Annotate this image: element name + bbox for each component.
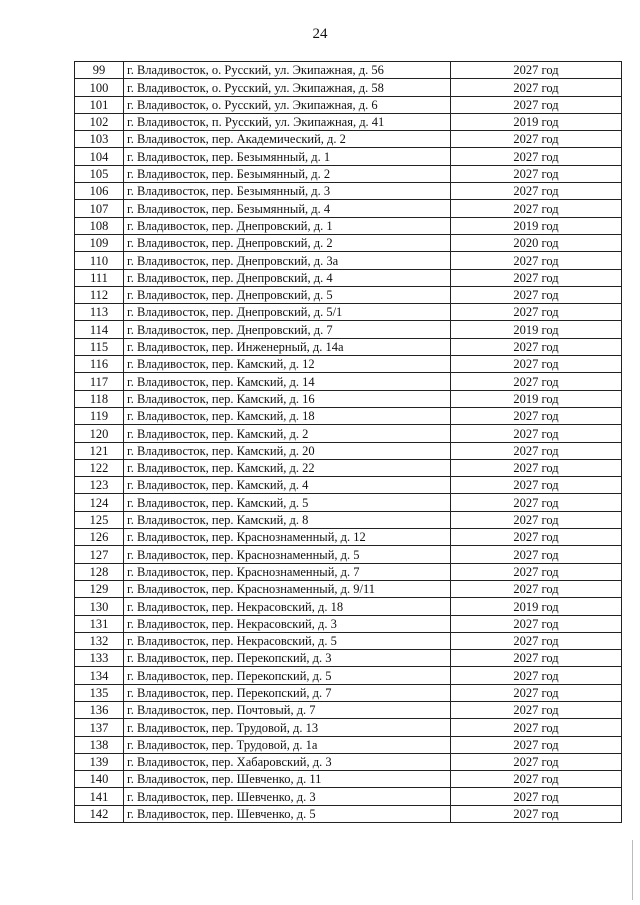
address-cell: г. Владивосток, пер. Днепровский, д. 5/1 [124, 304, 451, 321]
address-cell: г. Владивосток, пер. Камский, д. 8 [124, 511, 451, 528]
row-number-cell: 126 [75, 529, 124, 546]
row-number-cell: 117 [75, 373, 124, 390]
table-row [75, 286, 622, 303]
address-cell: г. Владивосток, пер. Камский, д. 12 [124, 356, 451, 373]
row-number-cell: 130 [75, 598, 124, 615]
year-cell: 2027 год [451, 269, 622, 286]
year-cell: 2027 год [451, 805, 622, 822]
row-number-cell: 106 [75, 183, 124, 200]
row-number-cell: 120 [75, 425, 124, 442]
table-row [75, 200, 622, 217]
address-cell: г. Владивосток, пер. Академический, д. 2 [124, 131, 451, 148]
year-cell: 2027 год [451, 667, 622, 684]
address-cell: г. Владивосток, пер. Некрасовский, д. 18 [124, 598, 451, 615]
table-row [75, 459, 622, 476]
table-row [75, 442, 622, 459]
address-cell: г. Владивосток, пер. Трудовой, д. 13 [124, 719, 451, 736]
row-number-cell: 102 [75, 113, 124, 130]
row-number-cell: 123 [75, 477, 124, 494]
table-row [75, 494, 622, 511]
address-cell: г. Владивосток, пер. Камский, д. 2 [124, 425, 451, 442]
row-number-cell: 104 [75, 148, 124, 165]
year-cell: 2027 год [451, 494, 622, 511]
address-cell: г. Владивосток, пер. Камский, д. 4 [124, 477, 451, 494]
year-cell: 2019 год [451, 321, 622, 338]
address-cell: г. Владивосток, о. Русский, ул. Экипажная, д. 56 [124, 62, 451, 79]
row-number-cell: 105 [75, 165, 124, 182]
table-row [75, 269, 622, 286]
row-number-cell: 138 [75, 736, 124, 753]
year-cell: 2027 год [451, 148, 622, 165]
address-cell: г. Владивосток, пер. Днепровский, д. 1 [124, 217, 451, 234]
address-cell: г. Владивосток, пер. Камский, д. 18 [124, 407, 451, 424]
year-cell: 2027 год [451, 373, 622, 390]
row-number-cell: 134 [75, 667, 124, 684]
table-row [75, 234, 622, 251]
address-cell: г. Владивосток, пер. Хабаровский, д. 3 [124, 753, 451, 770]
address-cell: г. Владивосток, о. Русский, ул. Экипажная, д. 58 [124, 79, 451, 96]
year-cell: 2027 год [451, 477, 622, 494]
year-cell: 2027 год [451, 165, 622, 182]
address-cell: г. Владивосток, пер. Краснознаменный, д. 5 [124, 546, 451, 563]
table-row [75, 615, 622, 632]
year-cell: 2027 год [451, 788, 622, 805]
row-number-cell: 122 [75, 459, 124, 476]
address-cell: г. Владивосток, пер. Перекопский, д. 3 [124, 650, 451, 667]
table-row [75, 252, 622, 269]
table-row [75, 580, 622, 597]
table-row [75, 598, 622, 615]
table-row [75, 217, 622, 234]
year-cell: 2027 год [451, 183, 622, 200]
address-cell: г. Владивосток, пер. Камский, д. 22 [124, 459, 451, 476]
year-cell: 2019 год [451, 598, 622, 615]
year-cell: 2027 год [451, 511, 622, 528]
address-cell: г. Владивосток, о. Русский, ул. Экипажная, д. 6 [124, 96, 451, 113]
year-cell: 2027 год [451, 650, 622, 667]
table-row [75, 373, 622, 390]
table-row [75, 183, 622, 200]
scan-edge-line [632, 840, 633, 900]
year-cell: 2027 год [451, 753, 622, 770]
table-row [75, 425, 622, 442]
year-cell: 2027 год [451, 736, 622, 753]
address-cell: г. Владивосток, пер. Некрасовский, д. 3 [124, 615, 451, 632]
row-number-cell: 100 [75, 79, 124, 96]
row-number-cell: 119 [75, 407, 124, 424]
table-row [75, 304, 622, 321]
year-cell: 2027 год [451, 615, 622, 632]
row-number-cell: 103 [75, 131, 124, 148]
row-number-cell: 114 [75, 321, 124, 338]
address-cell: г. Владивосток, пер. Камский, д. 20 [124, 442, 451, 459]
address-cell: г. Владивосток, пер. Краснознаменный, д. 9/11 [124, 580, 451, 597]
row-number-cell: 118 [75, 390, 124, 407]
year-cell: 2027 год [451, 771, 622, 788]
address-cell: г. Владивосток, п. Русский, ул. Экипажная, д. 41 [124, 113, 451, 130]
table-row [75, 736, 622, 753]
address-cell: г. Владивосток, пер. Почтовый, д. 7 [124, 701, 451, 718]
row-number-cell: 132 [75, 632, 124, 649]
row-number-cell: 125 [75, 511, 124, 528]
table-row [75, 805, 622, 822]
year-cell: 2027 год [451, 407, 622, 424]
table-row [75, 684, 622, 701]
address-cell: г. Владивосток, пер. Камский, д. 5 [124, 494, 451, 511]
year-cell: 2027 год [451, 304, 622, 321]
table-row [75, 356, 622, 373]
table-row [75, 407, 622, 424]
table-row [75, 788, 622, 805]
year-cell: 2027 год [451, 529, 622, 546]
row-number-cell: 110 [75, 252, 124, 269]
row-number-cell: 101 [75, 96, 124, 113]
year-cell: 2027 год [451, 200, 622, 217]
table-row [75, 546, 622, 563]
table-row [75, 148, 622, 165]
table-row [75, 511, 622, 528]
address-cell: г. Владивосток, пер. Днепровский, д. 5 [124, 286, 451, 303]
year-cell: 2027 год [451, 701, 622, 718]
year-cell: 2027 год [451, 546, 622, 563]
table-row [75, 719, 622, 736]
address-cell: г. Владивосток, пер. Краснознаменный, д. 12 [124, 529, 451, 546]
row-number-cell: 112 [75, 286, 124, 303]
address-cell: г. Владивосток, пер. Камский, д. 14 [124, 373, 451, 390]
address-cell: г. Владивосток, пер. Инженерный, д. 14а [124, 338, 451, 355]
table-row [75, 650, 622, 667]
row-number-cell: 128 [75, 563, 124, 580]
table-row [75, 390, 622, 407]
year-cell: 2027 год [451, 79, 622, 96]
table-row [75, 131, 622, 148]
year-cell: 2027 год [451, 131, 622, 148]
table-row [75, 632, 622, 649]
year-cell: 2027 год [451, 563, 622, 580]
table-row [75, 165, 622, 182]
address-cell: г. Владивосток, пер. Шевченко, д. 5 [124, 805, 451, 822]
row-number-cell: 124 [75, 494, 124, 511]
row-number-cell: 107 [75, 200, 124, 217]
address-cell: г. Владивосток, пер. Днепровский, д. 3а [124, 252, 451, 269]
row-number-cell: 116 [75, 356, 124, 373]
row-number-cell: 113 [75, 304, 124, 321]
table-row [75, 79, 622, 96]
table-row [75, 113, 622, 130]
year-cell: 2027 год [451, 632, 622, 649]
year-cell: 2019 год [451, 113, 622, 130]
table-row [75, 338, 622, 355]
year-cell: 2027 год [451, 286, 622, 303]
row-number-cell: 127 [75, 546, 124, 563]
row-number-cell: 136 [75, 701, 124, 718]
page-number: 24 [312, 26, 328, 42]
row-number-cell: 115 [75, 338, 124, 355]
year-cell: 2019 год [451, 390, 622, 407]
row-number-cell: 133 [75, 650, 124, 667]
row-number-cell: 139 [75, 753, 124, 770]
address-cell: г. Владивосток, пер. Перекопский, д. 7 [124, 684, 451, 701]
year-cell: 2027 год [451, 719, 622, 736]
address-cell: г. Владивосток, пер. Днепровский, д. 2 [124, 234, 451, 251]
year-cell: 2027 год [451, 580, 622, 597]
row-number-cell: 131 [75, 615, 124, 632]
row-number-cell: 108 [75, 217, 124, 234]
year-cell: 2020 год [451, 234, 622, 251]
row-number-cell: 99 [75, 62, 124, 79]
table-row [75, 62, 622, 79]
row-number-cell: 142 [75, 805, 124, 822]
row-number-cell: 111 [75, 269, 124, 286]
address-cell: г. Владивосток, пер. Перекопский, д. 5 [124, 667, 451, 684]
table-body [75, 62, 622, 823]
address-cell: г. Владивосток, пер. Некрасовский, д. 5 [124, 632, 451, 649]
table-row [75, 96, 622, 113]
table-row [75, 321, 622, 338]
address-cell: г. Владивосток, пер. Безымянный, д. 4 [124, 200, 451, 217]
table-row [75, 529, 622, 546]
address-cell: г. Владивосток, пер. Безымянный, д. 1 [124, 148, 451, 165]
address-cell: г. Владивосток, пер. Краснознаменный, д. 7 [124, 563, 451, 580]
table-row [75, 753, 622, 770]
table-row [75, 771, 622, 788]
year-cell: 2027 год [451, 356, 622, 373]
row-number-cell: 137 [75, 719, 124, 736]
year-cell: 2027 год [451, 252, 622, 269]
year-cell: 2027 год [451, 442, 622, 459]
address-cell: г. Владивосток, пер. Камский, д. 16 [124, 390, 451, 407]
address-cell: г. Владивосток, пер. Трудовой, д. 1а [124, 736, 451, 753]
year-cell: 2027 год [451, 425, 622, 442]
row-number-cell: 129 [75, 580, 124, 597]
year-cell: 2027 год [451, 62, 622, 79]
table-row [75, 477, 622, 494]
table-row [75, 667, 622, 684]
address-cell: г. Владивосток, пер. Днепровский, д. 4 [124, 269, 451, 286]
address-cell: г. Владивосток, пер. Шевченко, д. 3 [124, 788, 451, 805]
row-number-cell: 141 [75, 788, 124, 805]
year-cell: 2027 год [451, 338, 622, 355]
table-row [75, 701, 622, 718]
address-cell: г. Владивосток, пер. Безымянный, д. 3 [124, 183, 451, 200]
row-number-cell: 140 [75, 771, 124, 788]
year-cell: 2027 год [451, 459, 622, 476]
year-cell: 2019 год [451, 217, 622, 234]
row-number-cell: 135 [75, 684, 124, 701]
housing-repair-schedule-table [74, 61, 622, 823]
address-cell: г. Владивосток, пер. Безымянный, д. 2 [124, 165, 451, 182]
row-number-cell: 121 [75, 442, 124, 459]
address-cell: г. Владивосток, пер. Днепровский, д. 7 [124, 321, 451, 338]
year-cell: 2027 год [451, 684, 622, 701]
year-cell: 2027 год [451, 96, 622, 113]
row-number-cell: 109 [75, 234, 124, 251]
address-cell: г. Владивосток, пер. Шевченко, д. 11 [124, 771, 451, 788]
table-row [75, 563, 622, 580]
